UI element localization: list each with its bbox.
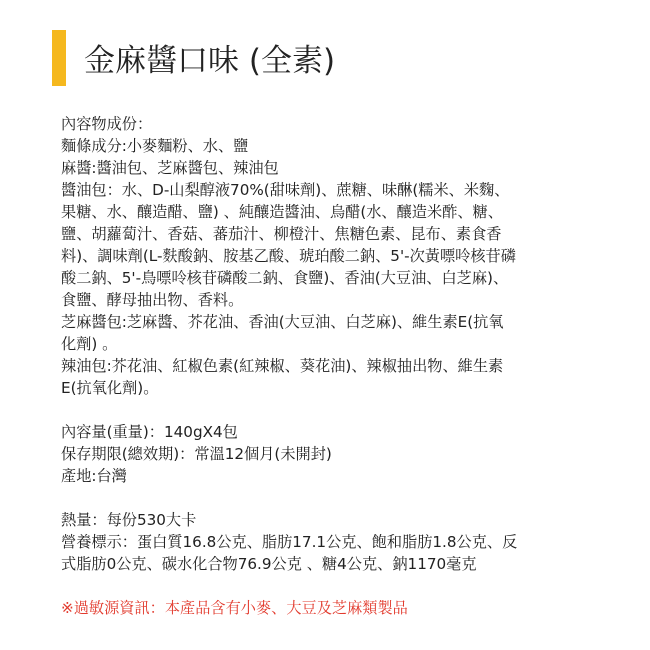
calories: 熱量：每份530大卡: [61, 511, 197, 529]
section-spacer: [61, 575, 601, 597]
page-title: 金麻醬口味 (全素): [84, 43, 336, 79]
net-weight: 內容量(重量)：140gX4包: [61, 423, 238, 441]
ingredient-line: 果糖、水、釀造醋、鹽) 、純釀造醬油、烏醋(水、釀造米酢、糖、: [61, 203, 503, 221]
ingredient-line: 芝麻醬包:芝麻醬、芥花油、香油(大豆油、白芝麻)、維生素E(抗氧: [61, 313, 504, 331]
ingredient-line: 鹽、胡蘿蔔汁、香菇、蕃茄汁、柳橙汁、焦糖色素、昆布、素食香: [61, 225, 502, 243]
ingredient-line: 食鹽、酵母抽出物、香料。: [61, 291, 244, 309]
ingredient-line: 辣油包:芥花油、紅椒色素(紅辣椒、葵花油)、辣椒抽出物、維生素: [61, 357, 504, 375]
ingredient-line: 醬油包：水、D-山梨醇液70%(甜味劑)、蔗糖、味醂(糯米、米麴、: [61, 181, 510, 199]
origin: 產地:台灣: [61, 467, 127, 485]
nutrition-label: 營養標示：蛋白質16.8公克、脂肪17.1公克、飽和脂肪1.8公克、反: [61, 533, 518, 551]
section-spacer: [61, 487, 601, 509]
shelf-life: 保存期限(總效期)：常溫12個月(未開封): [61, 445, 332, 463]
ingredient-line: E(抗氧化劑)。: [61, 379, 159, 397]
nutrition-label: 式脂肪0公克、碳水化合物76.9公克 、糖4公克、鈉1170毫克: [61, 555, 477, 573]
ingredient-line: 麻醬:醬油包、芝麻醬包、辣油包: [61, 159, 279, 177]
ingredient-line: 化劑) 。: [61, 335, 118, 353]
ingredient-line: 料)、調味劑(L-麩酸鈉、胺基乙酸、琥珀酸二鈉、5'-次黃嘌呤核苷磷: [61, 247, 516, 265]
title-accent-bar: [52, 30, 66, 86]
product-info: [61, 113, 601, 619]
ingredient-line: 酸二鈉、5'-鳥嘌呤核苷磷酸二鈉、食鹽)、香油(大豆油、白芝麻)、: [61, 269, 509, 287]
ingredient-line: 麵條成分:小麥麵粉、水、鹽: [61, 137, 249, 155]
section-spacer: [61, 399, 601, 421]
allergen-notice: ※過敏源資訊：本產品含有小麥、大豆及芝麻類製品: [61, 599, 408, 617]
ingredients-heading: 內容物成份：: [61, 115, 153, 133]
